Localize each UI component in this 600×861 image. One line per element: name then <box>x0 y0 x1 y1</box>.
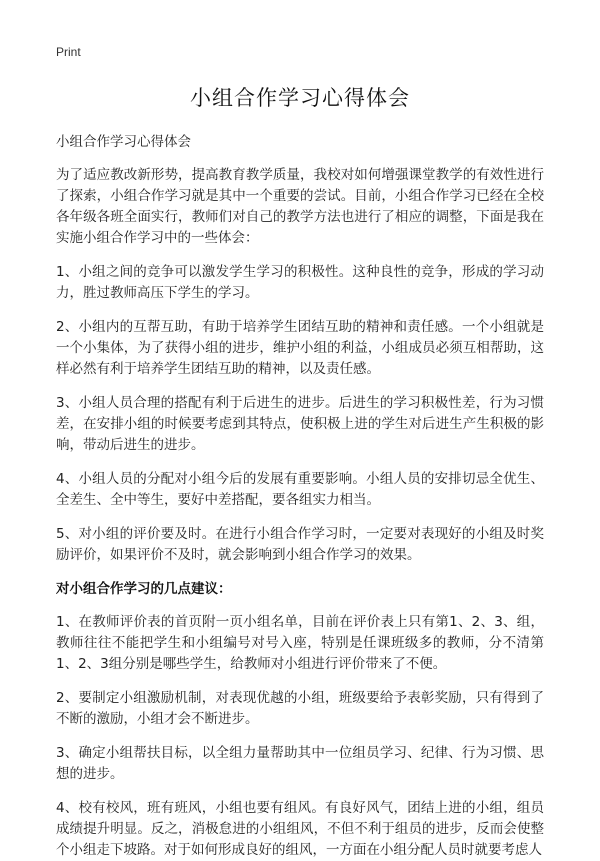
point-paragraph: 4、小组人员的分配对小组今后的发展有重要影响。小组人员的安排切忌全优生、全差生、全中等生，要好中差搭配，要各组实力相当。 <box>56 471 544 508</box>
point-paragraph: 3、小组人员合理的搭配有利于后进生的进步。后进生的学习积极性差，行为习惯差，在安排小组的时候要考虑到其特点，使积极上进的学生对后进生产生积极的影响，带动后进生的进步。 <box>56 395 544 453</box>
suggestion-paragraph: 4、校有校风，班有班风，小组也要有组风。有良好风气，团结上进的小组，组员成绩提升明显。反之，消极怠进的小组组风，不但不利于组员的进步，反而会使整个小组走下坡路。对于如何形成良好的组风，一方面在小组分配人员时就要考虑人 <box>56 800 544 858</box>
intro-paragraph: 为了适应教改新形势，提高教育教学质量，我校对如何增强课堂教学的有效性进行了探索，小组合作学习就是其中一个重要的尝试。目前，小组合作学习已经在全校各年级各班全面实行，教师们对自己的教学方法也进行了相应的调整，下面是我在实施小组合作学习中的一些体会： <box>56 167 544 246</box>
suggestion-paragraph: 1、在教师评价表的首页附一页小组名单，目前在评价表上只有第1、2、3、组，教师往往不能把学生和小组编号对号入座，特别是任课班级多的教师，分不清第1、2、3组分别是哪些学生，给教师对小组进行评价带来了不便。 <box>56 614 544 672</box>
point-paragraph: 2、小组内的互帮互助，有助于培养学生团结互助的精神和责任感。一个小组就是一个小集体，为了获得小组的进步，维护小组的利益，小组成员必须互相帮助，这样必然有利于培养学生团结互助的精神，以及责任感。 <box>56 319 544 377</box>
page-title: 小组合作学习心得体会 <box>190 86 410 110</box>
document-subtitle: 小组合作学习心得体会 <box>56 134 191 150</box>
point-paragraph: 5、对小组的评价要及时。在进行小组合作学习时，一定要对表现好的小组及时奖励评价，如果评价不及时，就会影响到小组合作学习的效果。 <box>56 526 544 563</box>
suggestions-heading: 对小组合作学习的几点建议： <box>56 581 232 597</box>
print-link[interactable]: Print <box>56 45 81 59</box>
point-paragraph: 1、小组之间的竞争可以激发学生学习的积极性。这种良性的竞争，形成的学习动力，胜过教师高压下学生的学习。 <box>56 264 544 301</box>
suggestion-paragraph: 3、确定小组帮扶目标，以全组力量帮助其中一位组员学习、纪律、行为习惯、思想的进步。 <box>56 745 544 782</box>
suggestion-paragraph: 2、要制定小组激励机制，对表现优越的小组，班级要给予表彰奖励，只有得到了不断的激励，小组才会不断进步。 <box>56 690 544 727</box>
